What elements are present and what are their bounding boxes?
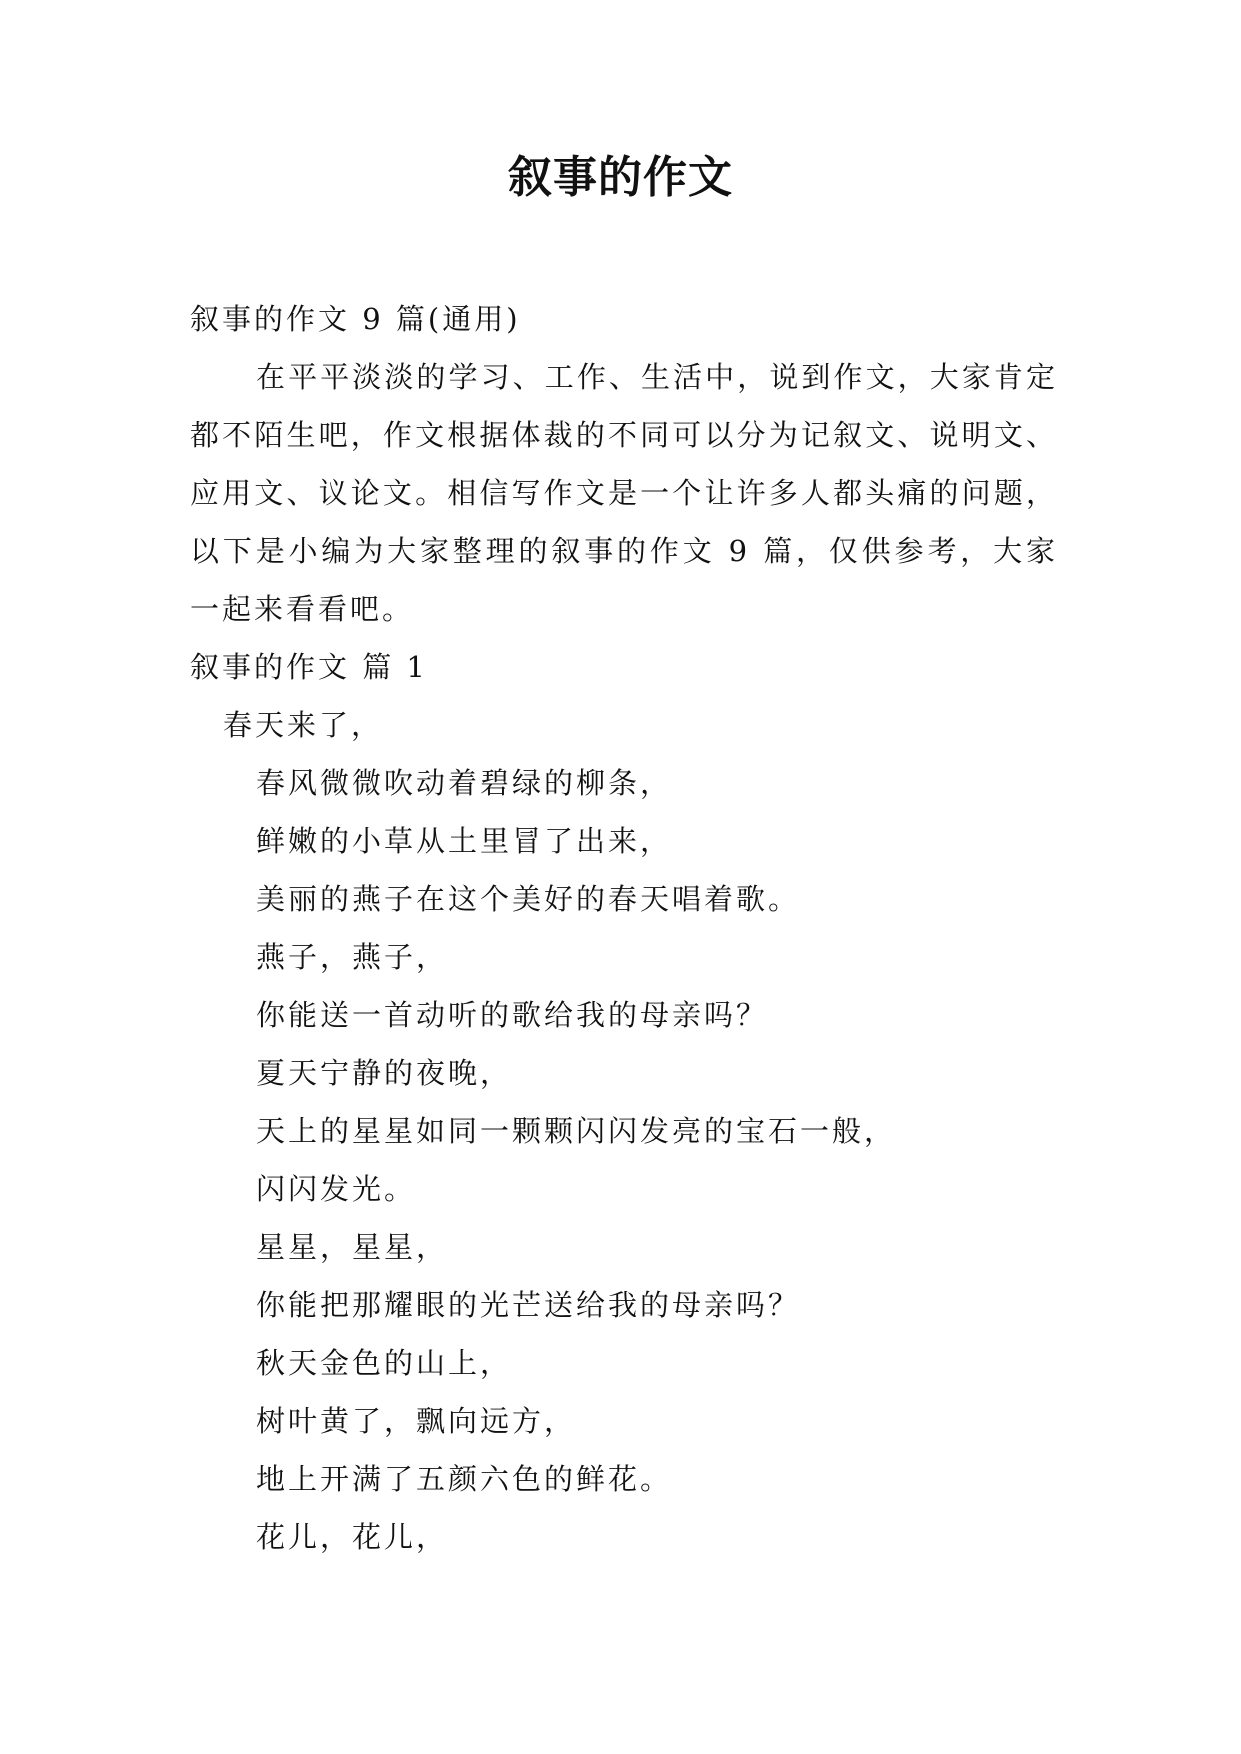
poem-line: 花儿，花儿， — [256, 1520, 449, 1554]
document-title: 叙事的作文 — [508, 152, 733, 203]
poem-line: 美丽的燕子在这个美好的春天唱着歌。 — [256, 882, 801, 916]
poem-line: 秋天金色的山上， — [256, 1346, 513, 1380]
poem-line: 你能把那耀眼的光芒送给我的母亲吗？ — [256, 1288, 801, 1322]
poem-line: 树叶黄了，飘向远方， — [256, 1404, 577, 1438]
section-heading: 叙事的作文 篇 1 — [190, 650, 428, 684]
poem-first-line: 春天来了， — [223, 708, 384, 742]
poem-line: 夏天宁静的夜晚， — [256, 1056, 513, 1090]
document-subtitle: 叙事的作文 9 篇(通用) — [190, 302, 521, 336]
poem-line: 燕子，燕子， — [256, 940, 449, 974]
poem-line: 闪闪发光。 — [256, 1172, 417, 1206]
poem-line: 星星，星星， — [256, 1230, 449, 1264]
poem-line: 天上的星星如同一颗颗闪闪发亮的宝石一般， — [256, 1114, 897, 1148]
poem-line: 鲜嫩的小草从土里冒了出来， — [256, 824, 673, 858]
poem-line: 你能送一首动听的歌给我的母亲吗？ — [256, 998, 769, 1032]
intro-paragraph: 在平平淡淡的学习、工作、生活中，说到作文，大家肯定都不陌生吧，作文根据体裁的不同可以分为记叙文、说明文、应用文、议论文。相信写作文是一个让许多人都头痛的问题，以下是小编为大家整理的叙事的作文 9 篇，仅供参考，大家一起来看看吧。 — [190, 360, 1058, 626]
document-body — [190, 290, 1058, 1566]
poem-line: 春风微微吹动着碧绿的柳条， — [256, 766, 673, 800]
poem-line: 地上开满了五颜六色的鲜花。 — [256, 1462, 673, 1496]
